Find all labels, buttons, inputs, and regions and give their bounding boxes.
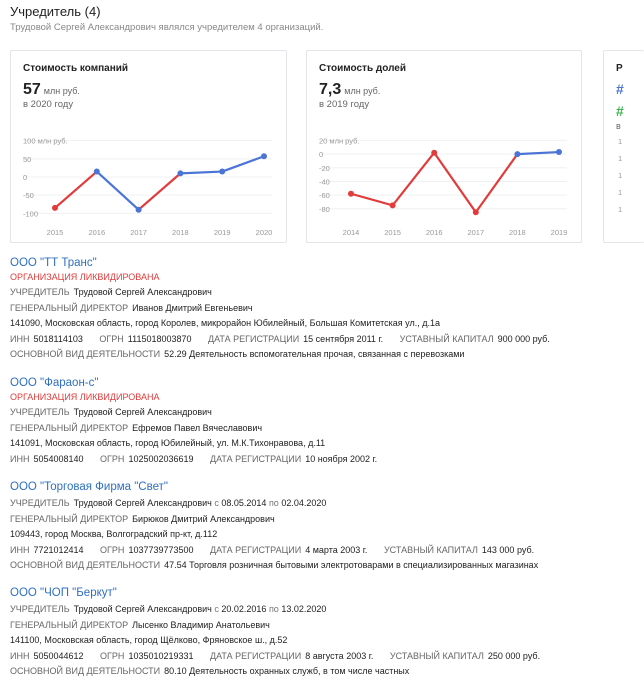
x-tick-label: 2016 [425,228,443,237]
org-name-link[interactable]: ООО "Торговая Фирма "Свет" [10,481,168,493]
x-tick-label: 2016 [88,228,106,237]
x-tick-label: 2014 [342,228,360,237]
founder-to-label: по [268,604,279,614]
x-tick-label: 2015 [384,228,401,237]
org-activity-row [10,347,620,363]
x-tick-label: 2017 [467,228,485,237]
y-tick-label: 0 [23,173,28,182]
activity-label: ОСНОВНОЙ ВИД ДЕЯТЕЛЬНОСТИ [10,560,161,570]
org-address: 141090, Московская область, город Королев, микрорайон Юбилейный, Большая Комитетская ул., д.1а [10,318,440,328]
org-address: 141091, Московская область, город Юбилейный, ул. М.К.Тихонравова, д.11 [10,438,326,448]
activity-label: ОСНОВНОЙ ВИД ДЕЯТЕЛЬНОСТИ [10,666,161,676]
series-segment [393,153,435,206]
series-segment [434,153,476,212]
card-value-number: 7,3 [319,81,342,98]
share-value-chart [307,131,581,239]
founder-value: Трудовой Сергей Александрович [73,604,212,614]
founder-label: УЧРЕДИТЕЛЬ [10,498,70,508]
reg-date-value: 8 августа 2003 г. [305,650,374,661]
reg-date-label: ДАТА РЕГИСТРАЦИИ [210,650,302,661]
founder-from-date: 20.02.2016 [221,604,267,614]
card-title: Стоимость долей [319,63,407,74]
inn-label: ИНН [10,650,30,661]
capital-label: УСТАВНЫЙ КАПИТАЛ [383,544,478,555]
org-ids-row [10,543,620,559]
data-point [431,150,437,156]
reg-date-label: ДАТА РЕГИСТРАЦИИ [210,453,302,464]
org-founder-row [10,285,620,301]
reg-date-label: ДАТА РЕГИСТРАЦИИ [208,333,300,344]
x-tick-label: 2019 [550,228,568,237]
org-director-row [10,301,620,317]
capital-label: УСТАВНЫЙ КАПИТАЛ [399,333,494,344]
series-segment [139,173,181,209]
card-value-unit: млн руб. [43,86,80,96]
data-point [514,151,520,157]
capital-label: УСТАВНЫЙ КАПИТАЛ [389,650,484,661]
org-entry [10,257,620,363]
org-address: 109443, город Москва, Волгоградский пр-кт, д.112 [10,529,218,539]
y-tick-label: 50 [23,154,32,164]
series-segment [180,172,222,174]
director-value: Бирюков Дмитрий Александрович [132,513,275,524]
data-point [348,191,354,197]
director-value: Лысенко Владимир Анатольевич [132,619,270,630]
founder-from-label: с [214,498,219,508]
org-entry [10,587,620,680]
org-name-link[interactable]: ООО "ЧОП "Беркут" [10,587,117,599]
company-value-card [10,50,287,243]
data-point [261,153,267,159]
inn-value: 5018114103 [33,333,83,344]
director-label: ГЕНЕРАЛЬНЫЙ ДИРЕКТОР [10,422,129,433]
data-point [136,207,142,213]
capital-value: 900 000 руб. [497,333,550,344]
y-tick-label: 20 млн руб. [319,136,360,146]
org-founder-row [10,405,620,421]
page-subtitle: Трудовой Сергей Александрович являлся учредителем 4 организаций. [10,22,324,33]
founder-label: УЧРЕДИТЕЛЬ [10,287,70,297]
inn-label: ИНН [10,544,30,555]
data-point [390,202,396,208]
org-founder-row [10,496,620,512]
y-tick-label: -20 [319,163,330,173]
data-point [177,170,183,176]
ogrn-label: ОГРН [99,333,124,344]
inn-label: ИНН [10,453,30,464]
director-label: ГЕНЕРАЛЬНЫЙ ДИРЕКТОР [10,619,129,630]
activity-label: ОСНОВНОЙ ВИД ДЕЯТЕЛЬНОСТИ [10,349,161,359]
activity-value: 80.10 Деятельность охранных служб, в том числе частных [164,666,410,676]
y-tick-label: -50 [23,191,34,201]
data-point [94,169,100,175]
card-tick: 1 [618,154,623,163]
card-hash-green: # [616,103,624,119]
reg-date-label: ДАТА РЕГИСТРАЦИИ [210,544,302,555]
founder-value: Трудовой Сергей Александрович [73,287,212,297]
card-title: Стоимость компаний [23,63,129,74]
inn-label: ИНН [10,333,30,344]
y-tick-label: 0 [319,150,324,160]
x-tick-label: 2018 [509,228,526,237]
data-point [556,149,562,155]
founder-to-date: 02.04.2020 [281,498,327,508]
card-value [23,81,80,99]
card-hash-blue: # [616,81,624,97]
card-value-unit: млн руб. [344,86,381,96]
activity-value: 52.29 Деятельность вспомогательная прочая, связанная с перевозками [164,349,465,359]
org-ids-row [10,332,620,348]
reg-date-value: 4 марта 2003 г. [305,544,368,555]
org-name-link[interactable]: ООО "Фараон-с" [10,377,99,389]
third-card-partial [603,50,644,243]
founder-from-date: 08.05.2014 [221,498,267,508]
card-tick: 1 [618,188,623,197]
capital-value: 143 000 руб. [481,544,535,555]
director-label: ГЕНЕРАЛЬНЫЙ ДИРЕКТОР [10,302,129,313]
org-ids-row [10,649,620,665]
data-point [52,205,58,211]
org-director-row [10,618,620,634]
org-entry [10,481,620,574]
x-tick-label: 2018 [172,228,189,237]
org-name-link[interactable]: ООО "ТТ Транс" [10,257,97,269]
ogrn-value: 1035010219331 [128,650,194,661]
card-value [319,81,380,99]
ogrn-label: ОГРН [100,544,125,555]
org-status-badge: ОРГАНИЗАЦИЯ ЛИКВИДИРОВАНА [10,392,160,402]
activity-value: 47.54 Торговля розничная бытовыми электротоварами в специализированных магазинах [164,560,539,570]
card-title: Р [616,63,623,74]
org-status-badge: ОРГАНИЗАЦИЯ ЛИКВИДИРОВАНА [10,272,160,282]
y-tick-label: -40 [319,177,330,187]
ogrn-label: ОГРН [100,650,125,661]
card-year-partial: в [616,121,621,131]
org-director-row [10,512,620,528]
org-ids-row [10,452,620,468]
x-tick-label: 2019 [213,228,231,237]
org-entry [10,377,620,467]
card-value-number: 57 [23,81,41,98]
ogrn-value: 1025002036619 [128,453,194,464]
inn-value: 5054008140 [33,453,84,464]
org-activity-row [10,664,620,680]
y-tick-label: 100 млн руб. [23,136,68,146]
org-director-row [10,421,620,437]
x-tick-label: 2020 [255,228,273,237]
card-year: в 2019 году [319,99,370,110]
founder-from-label: с [214,604,219,614]
director-label: ГЕНЕРАЛЬНЫЙ ДИРЕКТОР [10,513,129,524]
founder-value: Трудовой Сергей Александрович [73,498,212,508]
card-tick: 1 [618,205,623,214]
org-activity-row [10,558,620,574]
org-address: 141100, Московская область, город Щёлково, Фряновское ш., д.52 [10,635,288,645]
ogrn-label: ОГРН [100,453,125,464]
org-founder-row [10,602,620,618]
data-point [473,209,479,215]
card-tick: 1 [618,171,623,180]
reg-date-value: 10 ноября 2002 г. [305,453,378,464]
company-value-chart [11,131,286,239]
data-point [219,169,225,175]
x-tick-label: 2015 [46,228,64,237]
ogrn-value: 1037739773500 [128,544,194,555]
y-tick-label: -80 [319,204,330,214]
director-value: Ефремов Павел Вячеславович [132,422,263,433]
inn-value: 5050044612 [33,650,84,661]
founder-to-label: по [268,498,279,508]
inn-value: 7721012414 [33,544,84,555]
series-segment [476,154,518,212]
founder-to-date: 13.02.2020 [281,604,327,614]
card-year: в 2020 году [23,99,74,110]
founder-value: Трудовой Сергей Александрович [73,407,212,417]
y-tick-label: -60 [319,191,330,201]
founder-label: УЧРЕДИТЕЛЬ [10,604,70,614]
x-tick-label: 2017 [130,228,147,237]
director-value: Иванов Дмитрий Евгеньевич [132,302,253,313]
share-value-card [306,50,582,243]
founder-label: УЧРЕДИТЕЛЬ [10,407,70,417]
y-tick-label: -100 [23,209,39,219]
ogrn-value: 1115018003870 [127,333,192,344]
card-tick: 1 [618,137,623,146]
capital-value: 250 000 руб. [487,650,541,661]
reg-date-value: 15 сентября 2011 г. [303,333,384,344]
page-title: Учредитель (4) [10,4,101,19]
